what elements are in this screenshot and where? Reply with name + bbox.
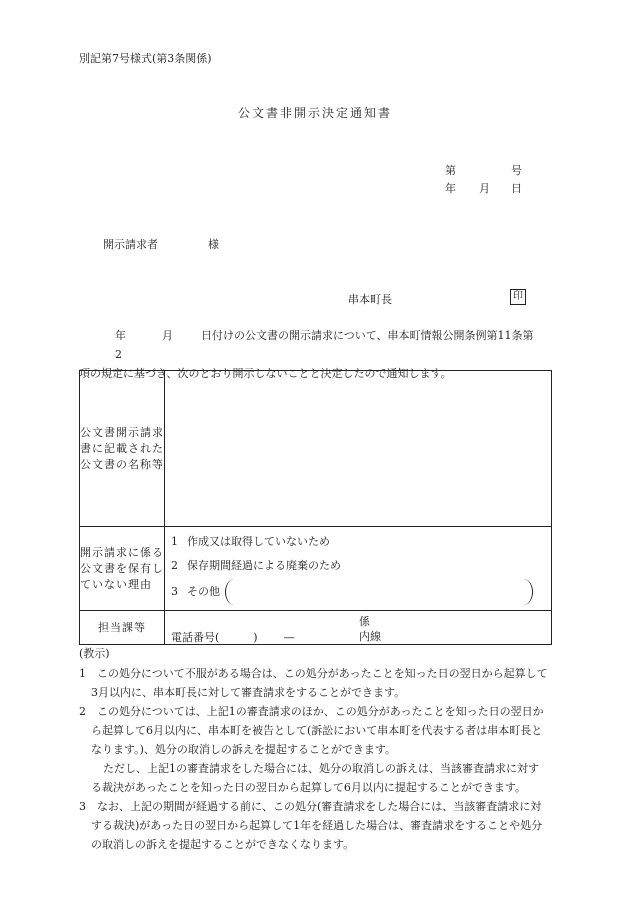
reason-num-3: 3: [171, 585, 178, 598]
phone-close-paren: ): [253, 631, 258, 644]
seal-stamp: 印: [510, 289, 526, 305]
intro-month: 月: [162, 329, 173, 342]
day-label: 日: [511, 182, 522, 195]
notes-heading: (教示): [79, 647, 110, 660]
department-cell: [165, 611, 552, 645]
year-label: 年: [445, 182, 456, 195]
intro-line1: 日付けの公文書の開示請求について、串本町情報公開条例第11条第2: [115, 329, 534, 361]
reason-item-3[interactable]: [171, 583, 220, 599]
reason-text-3: その他: [187, 585, 220, 598]
department-row: [80, 611, 552, 645]
intro-line2: 項の規定に基づき、次のとおり開示しないことと決定したので通知します。: [79, 367, 452, 380]
phone-label: 電話番号(: [171, 631, 220, 644]
document-name-label: 公文書開示請求書に記載された公文書の名称等: [80, 371, 165, 527]
section-label: 係: [359, 615, 370, 628]
reason-num-2: 2: [171, 559, 178, 572]
dai-label: 第: [445, 164, 456, 177]
reason-cell: [165, 527, 552, 611]
note-3: 3 なお、上記の期間が経過する前に、この処分(審査請求をした場合には、当該審査請求に対する裁決)があった日の翌日から起算して1年を経過した場合は、審査請求をすることや処分の取消しの訴えを提起することができなくなります。: [79, 800, 543, 851]
reason-label: 開示請求に係る公文書を保有していない理由: [80, 527, 165, 611]
issuer-name: 串本町長: [348, 293, 392, 306]
reason-item-1[interactable]: [171, 533, 330, 549]
note-1: 1 この処分について不服がある場合は、この処分があったことを知った日の翌日から起算して3月以内に、串本町長に対して審査請求をすることができます。: [79, 667, 548, 699]
addressee-line: [103, 236, 219, 252]
note-2-proviso: ただし、上記1の審査請求をした場合には、処分の取消しの訴えは、当該審査請求に対する裁決があったことを知った日の翌日から起算して6月以内に提起することができます。: [91, 762, 539, 794]
details-table: [79, 370, 552, 645]
reason-num-1: 1: [171, 535, 178, 548]
go-label: 号: [511, 164, 522, 177]
intro-year: 年: [115, 329, 126, 342]
document-name-row: [80, 371, 552, 527]
month-label: 月: [479, 182, 490, 195]
phone-dash: —: [283, 631, 295, 644]
document-title: 公文書非開示決定通知書: [237, 106, 392, 120]
other-reason-field[interactable]: [225, 579, 533, 605]
reason-row: [80, 527, 552, 611]
phone-line: [171, 629, 295, 645]
note-2: 2 この処分については、上記1の審査請求のほか、この処分があったことを知った日の翌日から起算して6月以内に、串本町を被告として(訴訟において串本町を代表する者は串本町長となります。)、処分の取消しの訴えを提起することができます。: [79, 705, 544, 756]
reason-text-1: 作成又は取得していないため: [187, 535, 330, 548]
document-name-field[interactable]: [165, 371, 552, 527]
addressee-label: 開示請求者: [103, 238, 158, 251]
reason-item-2[interactable]: [171, 557, 341, 573]
reason-text-2: 保存期間経過による廃棄のため: [187, 559, 341, 572]
notes-section: [79, 664, 549, 854]
extension-label: 内線: [359, 630, 381, 643]
department-label: 担当課等: [80, 611, 165, 645]
form-number: 別記第7号様式(第3条関係): [79, 52, 212, 65]
addressee-honorific: 様: [208, 238, 219, 251]
